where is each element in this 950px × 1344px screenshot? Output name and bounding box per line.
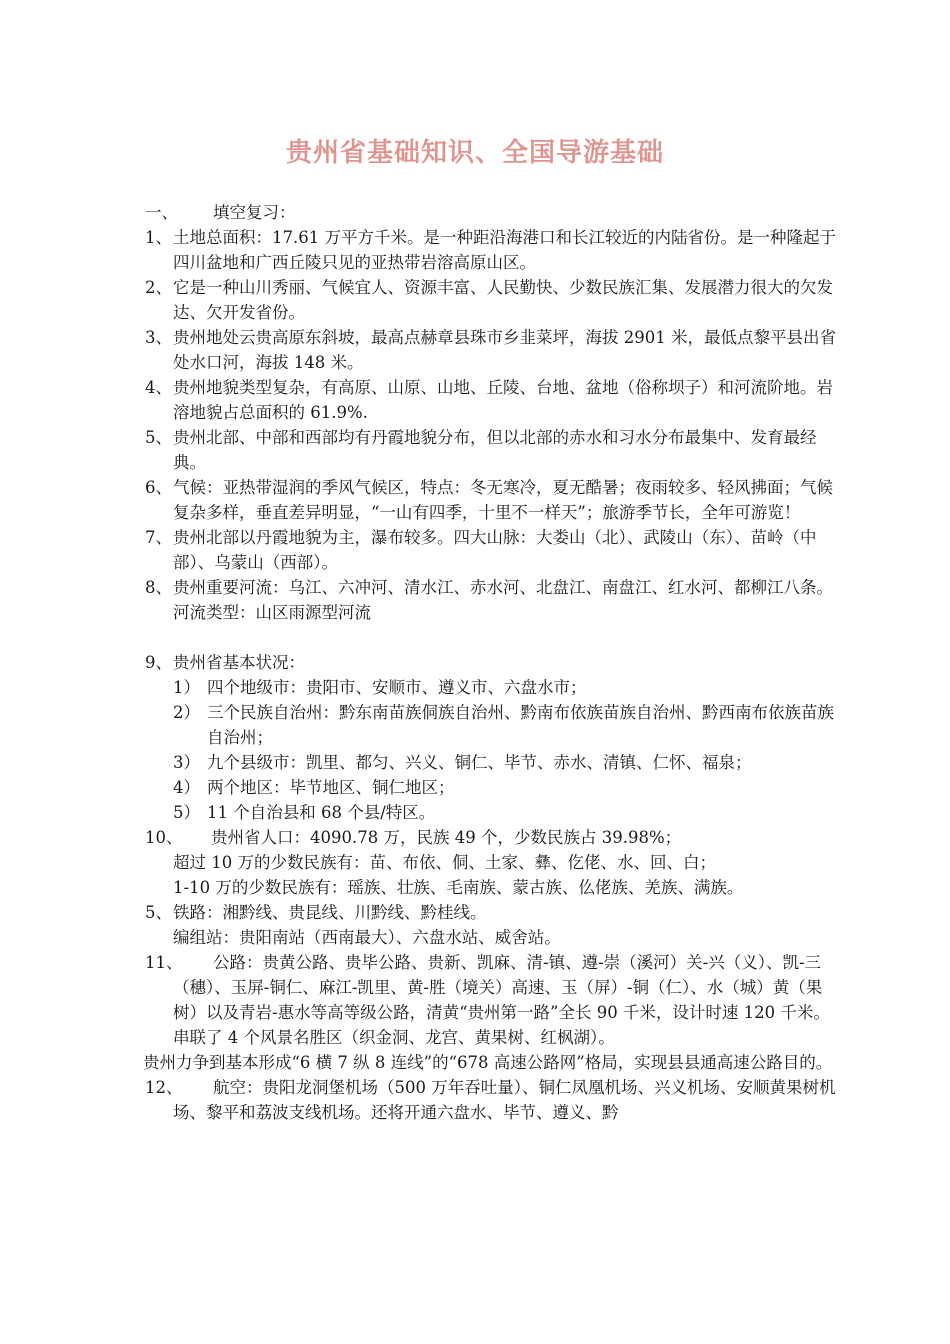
list-item [145,575,845,625]
item-text: 航空：贵阳龙洞堡机场（500 万年吞吐量）、铜仁凤凰机场、兴义机场、安顺黄果树机场、黎平和荔波支线机场。还将开通六盘水、毕节、遵义、黔 [173,1078,836,1122]
sub-item-number: 4） [173,778,200,797]
list-item [145,275,845,325]
sub-item [173,700,845,750]
list-item [145,425,845,475]
item-text: 贵州北部以丹霞地貌为主，瀑布较多。四大山脉：大娄山（北）、武陵山（东）、苗岭（中部）、乌蒙山（西部）。 [173,528,817,572]
item-text: 它是一种山川秀丽、气候宜人、资源丰富、人民勤快、少数民族汇集、发展潜力很大的欠发达、欠开发省份。 [173,278,833,322]
item-number: 11、 [145,953,183,972]
item-text: 铁路：湘黔线、贵昆线、川黔线、黔桂线。 [173,903,487,922]
list-item [145,1075,845,1125]
sub-item-number: 3） [173,753,200,772]
sub-item [173,675,845,700]
item-text: 贵州重要河流：乌江、六冲河、清水江、赤水河、北盘江、南盘江、红水河、都柳江八条。河流类型：山区雨源型河流 [173,578,833,622]
section-number: 一、 [145,203,178,222]
item-text: 贵州北部、中部和西部均有丹霞地貌分布，但以北部的赤水和习水分布最集中、发育最经典。 [173,428,817,472]
item-number: 10、 [145,828,183,847]
item-text: 贵州地处云贵高原东斜坡，最高点赫章县珠市乡韭菜坪，海拔 2901 米，最低点黎平县出省处水口河，海拔 148 米。 [173,328,836,372]
item-number: 12、 [145,1078,183,1097]
continuation-line: 编组站：贵阳南站（西南最大）、六盘水站、威舍站。 [173,928,561,947]
list-item [145,375,845,425]
list-item [145,950,845,1050]
sub-item [173,750,845,775]
sub-item [173,775,845,800]
item-text: 贵州地貌类型复杂，有高原、山原、山地、丘陵、台地、盆地（俗称坝子）和河流阶地。岩溶地貌占总面积的 61.9%. [173,378,833,422]
sub-item-number: 2） [173,703,200,722]
item-number: 7、 [145,528,172,547]
item-number: 5、 [145,903,172,922]
item-text: 贵州省基本状况： [173,653,305,672]
continuation-line: 1-10 万的少数民族有：瑶族、壮族、毛南族、蒙古族、仫佬族、羌族、满族。 [173,878,744,897]
section-heading [145,200,845,225]
document-body [145,200,845,1125]
section-label: 填空复习： [213,203,296,222]
plain-paragraph: 贵州力争到基本形成“6 横 7 纵 8 连线”的“678 高速公路网”格局，实现县县通高速公路目的。 [143,1053,833,1072]
item-number: 1、 [145,228,172,247]
item-number: 9、 [145,653,172,672]
item-text: 气候：亚热带湿润的季风气候区，特点：冬无寒冷，夏无酷暑；夜雨较多、轻风拂面；气候复杂多样，垂直差异明显，“一山有四季，十里不一样天”；旅游季节长，全年可游览！ [173,478,833,522]
document-title: 贵州省基础知识、全国导游基础 [285,138,664,168]
list-item [145,900,845,925]
item-text: 土地总面积：17.61 万平方千米。是一种距沿海港口和长江较近的内陆省份。是一种隆起于四川盆地和广西丘陵只见的亚热带岩溶高原山区。 [173,228,836,272]
item-number: 2、 [145,278,172,297]
sub-item-text: 11 个自治县和 68 个县/特区。 [207,803,436,822]
sub-item-text: 三个民族自治州：黔东南苗族侗族自治州、黔南布依族苗族自治州、黔西南布依族苗族自治州； [207,703,834,747]
sub-item-number: 5） [173,803,200,822]
item-number: 8、 [145,578,172,597]
list-item [145,325,845,375]
sub-item-text: 四个地级市：贵阳市、安顺市、遵义市、六盘水市； [207,678,587,697]
list-item [145,650,845,675]
blank-line [145,625,845,650]
item-number: 5、 [145,428,172,447]
item-number: 4、 [145,378,172,397]
sub-item [173,800,845,825]
sub-item-text: 两个地区：毕节地区、铜仁地区； [207,778,455,797]
item-text: 公路：贵黄公路、贵毕公路、贵新、凯麻、清-镇、遵-崇（溪河）关-兴（义）、凯-三（穗）、玉屏-铜仁、麻江-凯里、黄-胜（境关）高速、玉（屏）-铜（仁）、水（城）黄（果树）以及青岩-惠水等高等级公路，清黄“贵州第一路”全长 90 千米，设计时速 120 千米。串联了 4 个风景名胜区（织金洞、龙宫、黄果树、红枫湖）。 [173,953,830,1047]
item-text: 贵州省人口：4090.78 万，民族 49 个，少数民族占 39.98%； [211,828,682,847]
item-number: 3、 [145,328,172,347]
sub-item-text: 九个县级市：凯里、都匀、兴义、铜仁、毕节、赤水、清镇、仁怀、福泉； [207,753,752,772]
list-item [145,475,845,525]
sub-item-number: 1） [173,678,200,697]
continuation-line: 超过 10 万的少数民族有：苗、布依、侗、土家、彝、仡佬、水、回、白； [173,853,716,872]
list-item [145,525,845,575]
item-number: 6、 [145,478,172,497]
list-item [145,225,845,275]
list-item [145,825,845,850]
